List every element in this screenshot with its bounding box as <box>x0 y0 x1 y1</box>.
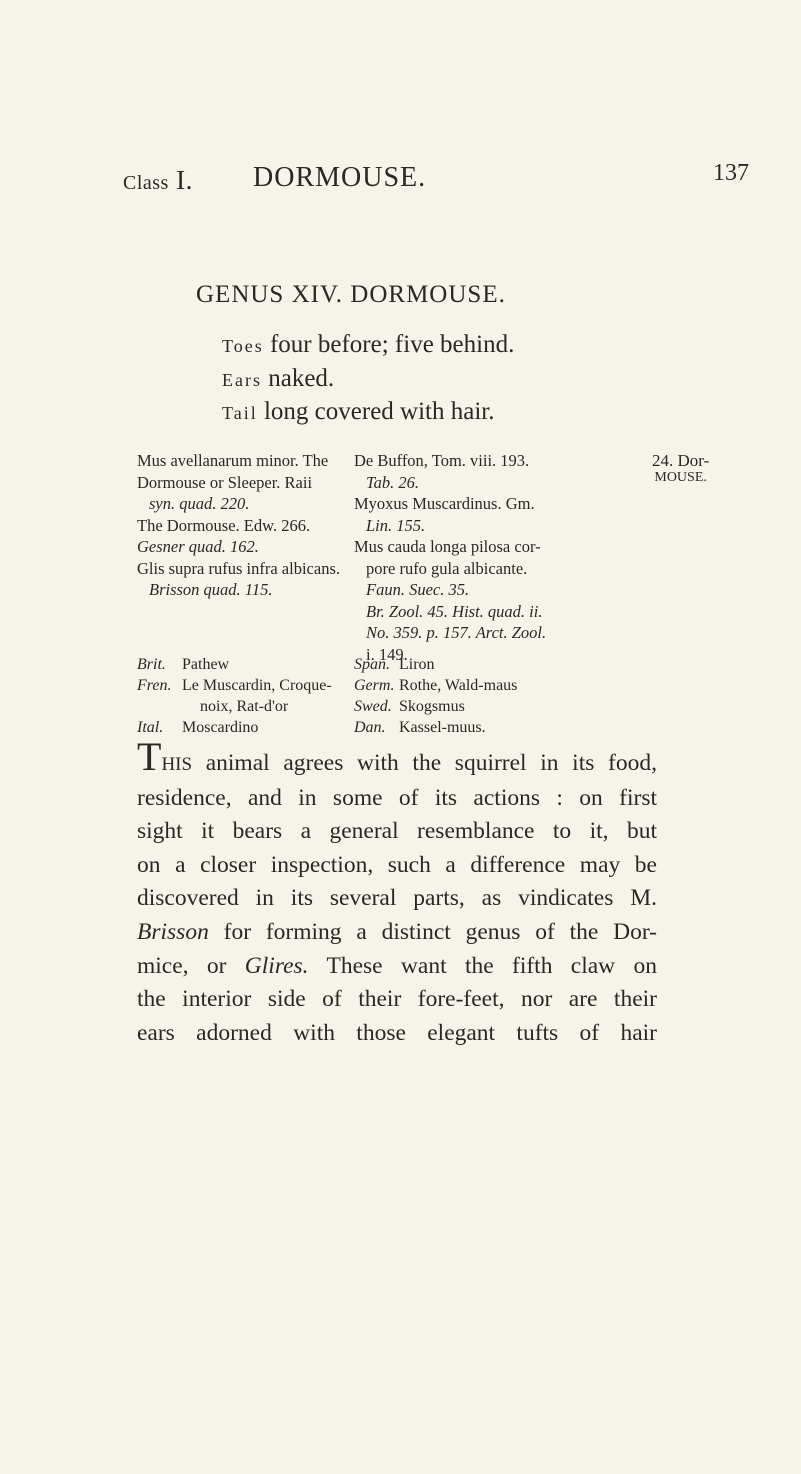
vernacular-names-right <box>354 654 517 738</box>
synonym-line: The Dormouse. Edw. 266. <box>137 515 311 535</box>
synonym-line: i. 149. <box>366 644 408 664</box>
vernacular-name: Liron <box>399 656 435 673</box>
synonym-line: Dormouse or Sleeper. Raii <box>137 472 313 492</box>
vernacular-name: Rothe, Wald-maus <box>399 677 518 694</box>
synonym-line: Mus cauda longa pilosa cor- <box>354 537 541 556</box>
vernacular-name: Skogsmus <box>399 698 465 715</box>
language-label: Fren. <box>137 677 172 694</box>
synonym-line: No. 359. p. 157. Arct. Zool. <box>366 623 547 642</box>
running-header-title: DORMOUSE. <box>253 162 427 193</box>
synonym-line: Tab. 26. <box>366 472 420 492</box>
body-line <box>137 950 657 984</box>
language-label: Dan. <box>354 719 386 736</box>
character-lead: Ears <box>222 370 262 390</box>
language-label: Swed. <box>354 698 392 715</box>
body-line <box>137 916 657 950</box>
body-text: animal agrees with the squirrel in its food, <box>192 750 657 776</box>
body-line: on a closer inspection, such a difference may be <box>137 851 657 878</box>
body-line: sight it bears a general resemblance to it, but <box>137 818 657 845</box>
synonym-line: syn. quad. 220. <box>149 494 250 513</box>
drop-cap: T <box>137 734 162 779</box>
language-label: Brit. <box>137 656 166 673</box>
language-label: Span. <box>354 656 390 673</box>
vernacular-row <box>137 696 332 717</box>
body-text: These want the fifth claw on <box>308 952 657 979</box>
synonym-line: Glis supra rufus infra albicans. <box>137 558 340 578</box>
page-number: 137 <box>713 160 749 186</box>
vernacular-name: Kassel-muus. <box>399 719 486 736</box>
vernacular-name: Le Muscardin, Croque- <box>182 677 332 694</box>
body-line <box>137 734 657 782</box>
vernacular-row <box>354 675 517 696</box>
character-text: four before; five behind. <box>263 331 515 358</box>
character-text: naked. <box>261 365 335 392</box>
class-label: Class <box>123 172 169 194</box>
body-line: residence, and in some of its actions : on first <box>137 784 657 811</box>
vernacular-row <box>354 717 517 738</box>
vernacular-row <box>137 675 332 696</box>
character-lead: Toes <box>222 336 264 356</box>
vernacular-name: Moscardino <box>182 719 259 736</box>
vernacular-row <box>137 717 332 738</box>
running-header-class <box>123 165 193 196</box>
synonym-line: Brisson quad. 115. <box>149 580 273 599</box>
synonym-line: De Buffon, Tom. viii. 193. <box>354 451 530 470</box>
body-line: the interior side of their fore-feet, nor are their <box>137 986 657 1013</box>
vernacular-row <box>137 654 332 675</box>
margin-note <box>652 452 709 486</box>
genus-title: GENUS XIV. DORMOUSE. <box>196 281 506 308</box>
class-number: I. <box>176 165 193 195</box>
vernacular-row <box>354 654 517 675</box>
synonym-line: Lin. 155. <box>366 515 426 535</box>
vernacular-row <box>354 696 517 717</box>
synonym-line: Mus avellanarum minor. The <box>137 451 329 470</box>
synonym-line: Faun. Suec. 35. <box>366 580 470 599</box>
synonym-line: pore rufo gula albicante. <box>366 558 528 578</box>
italic-name: Glires. <box>244 952 309 979</box>
vernacular-name: noix, Rat-d'or <box>200 698 289 715</box>
character-ears <box>222 365 334 393</box>
vernacular-names-left <box>137 654 332 738</box>
body-paragraph <box>137 734 657 1050</box>
language-label: Ital. <box>137 719 164 736</box>
synonym-line: Gesner quad. 162. <box>137 537 259 556</box>
synonyms-right-column <box>354 450 639 665</box>
character-text: long covered with hair. <box>257 398 495 425</box>
first-word-rest: HIS <box>161 754 193 775</box>
character-toes <box>222 331 514 359</box>
character-lead: Tail <box>222 403 258 423</box>
body-line: discovered in its several parts, as vindicates M. <box>137 885 657 912</box>
margin-note-number: 24. Dor- <box>652 451 710 470</box>
character-tail <box>222 398 494 426</box>
language-label: Germ. <box>354 677 395 694</box>
vernacular-name: Pathew <box>182 656 230 673</box>
body-line: ears adorned with those elegant tufts of hair <box>137 1019 657 1046</box>
synonyms-left-column <box>137 450 342 601</box>
italic-name: Brisson <box>137 918 209 945</box>
body-text: for forming a distinct genus of the Dor- <box>208 918 657 945</box>
synonym-line: Myoxus Muscardinus. Gm. <box>354 494 535 513</box>
margin-note-name: MOUSE. <box>654 470 707 485</box>
body-text: mice, or <box>137 952 245 979</box>
synonym-line: Br. Zool. 45. Hist. quad. ii. <box>366 601 543 621</box>
